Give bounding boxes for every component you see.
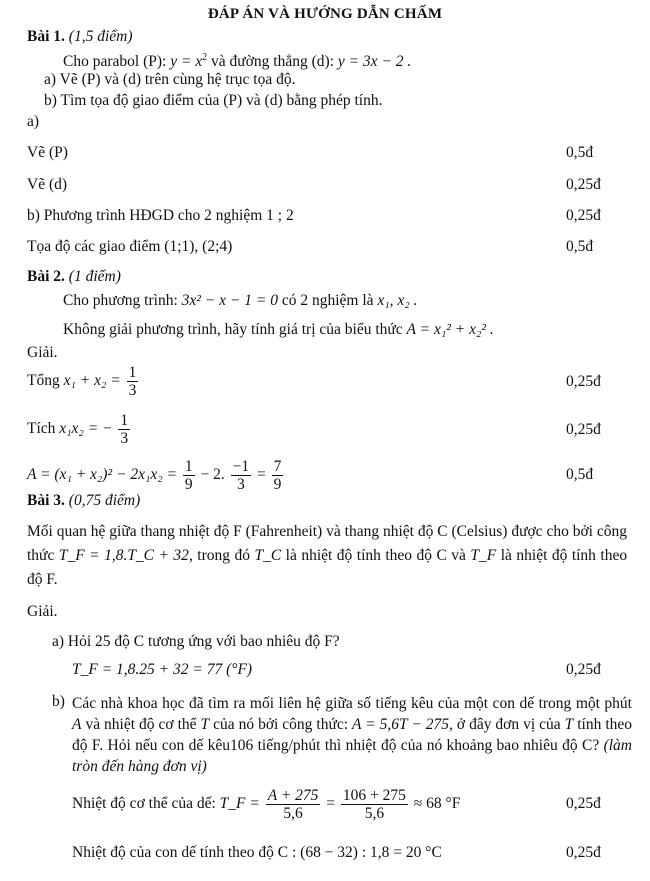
bai2-intro-suffix: có 2 nghiệm là <box>281 292 374 309</box>
bai2-intro-prefix: Cho phương trình: <box>63 292 178 309</box>
bai3-qb-prefix: b) <box>52 693 65 710</box>
bai2-prod-num: 1 <box>120 411 129 429</box>
bai1-points: (1,5 điểm) <box>68 28 133 45</box>
bai2-points: (1 điểm) <box>68 268 121 285</box>
bai3-body-eq: = <box>326 795 335 812</box>
bai1-row-3-score: 0,25đ <box>566 207 601 224</box>
bai2-a-score: 0,5đ <box>566 466 594 483</box>
bai3-question-b <box>72 693 632 777</box>
bai3-tf: T_F <box>470 547 497 564</box>
bai2-a-eq: = <box>256 466 266 483</box>
bai3-qb-text1: Các nhà khoa học đã tìm ra mối liên hệ giữa số tiếng kêu của một con dế trong một phút <box>72 695 632 712</box>
bai2-sum-score: 0,25đ <box>566 373 601 390</box>
bai2-a-fraction-3 <box>272 458 284 493</box>
bai3-qb-text2: và nhiệt độ cơ thể <box>85 716 197 733</box>
bai2-a-fraction-2 <box>231 458 252 493</box>
bai3-qb-text4: , ở đây đơn vị của <box>449 716 561 733</box>
bai1-row-4-text: Tọa độ các giao điểm (1;1), (2;4) <box>27 238 233 255</box>
bai1-parabola-exp: 2 <box>202 52 208 63</box>
bai1-intro-prefix: Cho parabol (P): <box>63 53 167 70</box>
bai2-header <box>27 268 121 286</box>
bai1-row-2-score: 0,25đ <box>566 176 601 193</box>
bai2-prod-lhs: x₁x₂ = − <box>59 420 113 437</box>
bai3-header <box>27 492 140 510</box>
bai3-qb-formula: A = 5,6T − 275 <box>352 716 450 733</box>
bai2-a-fraction-1 <box>183 458 195 493</box>
bai3-body-score: 0,25đ <box>566 795 601 812</box>
bai3-body-result: ≈ 68 °F <box>413 795 461 812</box>
bai3-body-fraction-1 <box>266 787 321 822</box>
bai2-a-f2-den: 3 <box>236 475 245 493</box>
bai2-prod-line <box>27 411 132 447</box>
bai3-qb-var-t2: T <box>564 716 574 733</box>
bai3-points: (0,75 điểm) <box>68 492 141 509</box>
bai3-para-part1: Mối quan hệ giữa thang nhiệt độ F (Fahrenheit) và thang nhiệt độ C (Celsius) được cho bởi công thức <box>27 523 627 564</box>
bai3-c-score: 0,25đ <box>566 844 601 861</box>
bai1-part-b: b) Tìm tọa độ giao điểm của (P) và (d) bằng phép tính. <box>44 92 383 109</box>
bai1-intro <box>63 49 411 71</box>
bai2-a-lhs: A = (x₁ + x₂)² − 2x₁x₂ = <box>27 466 177 483</box>
bai1-parabola-eq: y = x <box>170 53 203 70</box>
bai2-heading: Bài 2. <box>27 268 65 285</box>
bai1-answer-a-label: a) <box>27 113 40 130</box>
bai2-sum-line <box>27 363 140 399</box>
bai1-intro-mid: và đường thẳng (d): <box>211 53 334 70</box>
bai3-body-lhs: T_F = <box>219 795 260 812</box>
bai3-body-line <box>72 784 460 824</box>
bai2-line2 <box>63 321 494 339</box>
bai2-a-f1-den: 9 <box>184 475 193 493</box>
bai3-c-label: Nhiệt độ của con dế tính theo độ C : <box>72 844 297 861</box>
bai1-part-a: a) Vẽ (P) và (d) trên cùng hệ trục tọa độ. <box>44 71 296 88</box>
bai1-row-3-text: b) Phương trình HĐGD cho 2 nghiệm 1 ; 2 <box>27 207 294 224</box>
bai2-prod-den: 3 <box>120 429 129 447</box>
bai1-header <box>27 28 132 46</box>
bai3-question-a: a) Hỏi 25 độ C tương ứng với bao nhiêu độ F? <box>52 633 340 650</box>
bai2-prod-fraction <box>118 412 130 447</box>
bai3-tc: T_C <box>254 547 282 564</box>
bai1-row-2-text: Vẽ (d) <box>27 176 68 193</box>
bai1-line-eq: y = 3x − 2 . <box>337 53 412 70</box>
bai2-expression: A = x₁² + x₂² . <box>406 321 494 338</box>
bai2-sum-lhs: x₁ + x₂ = <box>63 372 121 389</box>
bai2-a-mid: − 2. <box>200 466 225 483</box>
bai2-roots: x₁, x₂ . <box>377 292 418 309</box>
bai3-answer-a-score: 0,25đ <box>566 661 601 678</box>
bai1-heading: Bài 1. <box>27 28 65 45</box>
bai3-body-fraction-2 <box>341 787 408 822</box>
bai2-a-f3-den: 9 <box>273 475 282 493</box>
bai3-formula: T_F = 1,8.T_C + 32 <box>58 547 189 564</box>
bai3-para-part4: là nhiệt độ tính theo độ F. <box>27 547 628 588</box>
bai3-qb-note: (làm tròn đến hàng đơn vị) <box>72 737 633 775</box>
bai2-a-line <box>27 457 285 493</box>
bai2-solution-label: Giải. <box>27 344 58 361</box>
bai2-intro <box>63 292 417 310</box>
bai2-a-f3-num: 7 <box>273 457 282 475</box>
bai3-paragraph <box>27 520 627 592</box>
bai2-a-f2-num: −1 <box>232 457 250 475</box>
bai2-sum-label: Tổng <box>27 372 60 389</box>
bai2-prod-score: 0,25đ <box>566 421 601 438</box>
bai3-qb-var-t: T <box>200 716 210 733</box>
bai2-a-f1-num: 1 <box>184 457 193 475</box>
bai3-body-f2-den: 5,6 <box>364 804 385 822</box>
bai2-prod-label: Tích <box>27 420 56 437</box>
bai1-row-1-score: 0,5đ <box>566 144 594 161</box>
bai2-sum-num: 1 <box>128 363 137 381</box>
bai2-equation: 3x² − x − 1 = 0 <box>181 292 278 309</box>
bai3-c-calc: (68 − 32) : 1,8 = 20 °C <box>300 844 442 861</box>
bai3-qb-var-a: A <box>72 716 82 733</box>
bai2-line2-prefix: Không giải phương trình, hãy tính giá trị của biểu thức <box>63 321 403 338</box>
bai3-body-f1-den: 5,6 <box>283 804 303 822</box>
bai3-para-part3: là nhiệt độ tính theo độ C và <box>285 547 466 564</box>
bai1-row-4-score: 0,5đ <box>566 238 594 255</box>
bai3-body-label: Nhiệt độ cơ thể của dế: <box>72 795 216 812</box>
bai3-heading: Bài 3. <box>27 492 65 509</box>
bai3-c-line <box>72 844 442 862</box>
bai3-para-part2: , trong đó <box>188 547 250 564</box>
bai1-row-1-text: Vẽ (P) <box>27 144 68 161</box>
bai3-answer-a: T_F = 1,8.25 + 32 = 77 (°F) <box>72 661 253 678</box>
page-title: ĐÁP ÁN VÀ HƯỚNG DẪN CHẤM <box>207 6 443 22</box>
bai2-sum-den: 3 <box>128 381 137 399</box>
bai3-qb-text3: của nó bởi công thức: <box>213 716 349 733</box>
bai3-solution-label: Giải. <box>27 603 58 620</box>
bai3-body-f2-num: 106 + 275 <box>342 786 406 804</box>
bai3-body-f1-num: A + 275 <box>267 786 319 804</box>
bai3-qb-text5: tính theo độ F. Hỏi nếu con dế kêu106 tiếng/phút thì nhiệt độ của nó khoảng bao nhiêu độ C? <box>72 716 633 754</box>
bai2-sum-fraction <box>127 364 139 399</box>
